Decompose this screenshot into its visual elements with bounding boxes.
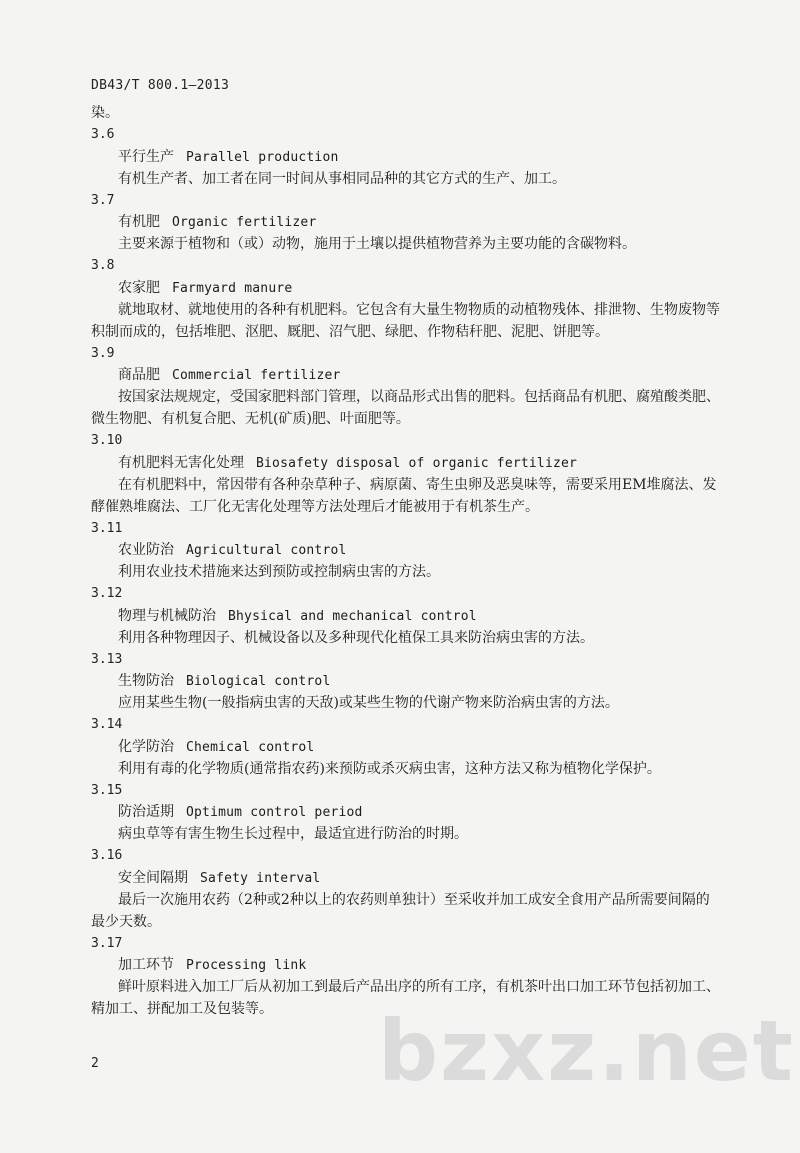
definition-line: 积制而成的，包括堆肥、沤肥、厩肥、沼气肥、绿肥、作物秸秆肥、泥肥、饼肥等。: [91, 323, 609, 340]
term-chinese: 安全间隔期: [118, 869, 188, 886]
page-number: 2: [91, 1056, 99, 1071]
term-entry: [91, 518, 741, 584]
term-heading: [91, 954, 741, 976]
term-entry: [91, 845, 741, 933]
term-entry: [91, 583, 741, 649]
definition-line: 酵催熟堆腐法、工厂化无害化处理等方法处理后才能被用于有机茶生产。: [91, 498, 539, 515]
clause-number: 3.11: [91, 520, 123, 536]
term-definition: [91, 233, 741, 255]
term-definition: [91, 758, 741, 780]
term-chinese: 有机肥料无害化处理: [118, 454, 244, 471]
term-heading: [91, 211, 741, 233]
term-entry: [91, 430, 741, 518]
term-chinese: 化学防治: [118, 738, 174, 755]
term-definition: [91, 823, 741, 845]
definition-line: 鲜叶原料进入加工厂后从初加工到最后产品出序的所有工序，有机茶叶出口加工环节包括初加工、: [118, 979, 720, 995]
definition-line: 有机生产者、加工者在同一时间从事相同品种的其它方式的生产、加工。: [118, 170, 566, 187]
term-heading: [91, 452, 741, 474]
clause-number: 3.17: [91, 935, 123, 951]
term-definition: [91, 627, 741, 649]
clause-number: 3.9: [91, 345, 115, 361]
term-heading: [91, 605, 741, 627]
term-chinese: 农业防治: [118, 542, 174, 558]
term-chinese: 商品肥: [118, 367, 160, 383]
term-chinese: 加工环节: [118, 957, 174, 973]
term-english: Organic fertilizer: [172, 215, 317, 230]
clause-number: 3.12: [91, 586, 123, 601]
continued-text: 染。: [91, 105, 119, 121]
clause-number: 3.10: [91, 433, 123, 448]
definition-line: 利用农业技术措施来达到预防或控制病虫害的方法。: [118, 564, 440, 580]
term-chinese: 农家肥: [118, 279, 160, 296]
definition-line: 利用各种物理因子、机械设备以及多种现代化植保工具来防治病虫害的方法。: [118, 629, 594, 646]
term-definition: [91, 889, 741, 933]
clause-number: 3.13: [91, 651, 123, 667]
term-entry: [91, 649, 741, 715]
definition-line: 微生物肥、有机复合肥、无机(矿质)肥、叶面肥等。: [91, 411, 410, 427]
definition-line: 最后一次施用农药（2种或2种以上的农药则单独计）至采收并加工成安全食用产品所需要间隔的: [118, 891, 710, 908]
term-heading: [91, 801, 741, 823]
term-definition: [91, 299, 741, 343]
term-heading: [91, 146, 741, 168]
term-definition-list: [91, 124, 741, 1020]
definition-line: 精加工、拼配加工及包装等。: [91, 1001, 273, 1017]
term-chinese: 物理与机械防治: [118, 607, 216, 624]
term-heading: [91, 670, 741, 692]
term-definition: [91, 692, 741, 714]
term-heading: [91, 364, 741, 386]
definition-line: 最少天数。: [91, 913, 161, 930]
term-heading: [91, 867, 741, 889]
term-english: Processing link: [186, 958, 307, 973]
term-chinese: 防治适期: [118, 804, 174, 820]
definition-line: 利用有毒的化学物质(通常指农药)来预防或杀灭病虫害，这种方法又称为植物化学保护。: [118, 760, 661, 777]
term-english: Parallel production: [186, 149, 339, 165]
watermark-logo: bzxz.net: [378, 1002, 795, 1100]
definition-line: 病虫草等有害生物生长过程中，最适宜进行防治的时期。: [118, 826, 468, 842]
definition-line: 在有机肥料中，常因带有各种杂草种子、病原菌、寄生虫卵及恶臭味等，需要采用EM堆腐法、发: [118, 476, 717, 493]
term-definition: [91, 168, 741, 190]
term-chinese: 有机肥: [118, 214, 160, 230]
term-heading: [91, 736, 741, 758]
term-chinese: 平行生产: [118, 148, 174, 165]
term-heading: [91, 277, 741, 299]
term-definition: [91, 474, 741, 518]
term-entry: [91, 190, 741, 256]
term-english: Biological control: [186, 674, 331, 689]
definition-line: 主要来源于植物和（或）动物，施用于土壤以提供植物营养为主要功能的含碳物料。: [118, 236, 636, 252]
definition-line: 按国家法规规定，受国家肥料部门管理，以商品形式出售的肥料。包括商品有机肥、腐殖酸类肥、: [118, 389, 720, 405]
clause-number: 3.8: [91, 258, 115, 273]
term-definition: [91, 561, 741, 583]
term-english: Commercial fertilizer: [172, 368, 341, 383]
clause-number: 3.15: [91, 782, 123, 798]
clause-number: 3.7: [91, 192, 115, 208]
term-entry: [91, 255, 741, 343]
definition-line: 应用某些生物(一般指病虫害的天敌)或某些生物的代谢产物来防治病虫害的方法。: [118, 695, 619, 711]
term-entry: [91, 714, 741, 780]
term-english: Bhysical and mechanical control: [228, 608, 477, 624]
clause-number: 3.6: [91, 127, 115, 142]
term-english: Optimum control period: [186, 805, 363, 820]
clause-number: 3.16: [91, 848, 123, 863]
definition-line: 就地取材、就地使用的各种有机肥料。它包含有大量生物物质的动植物残体、排泄物、生物废物等: [118, 301, 720, 318]
term-english: Farmyard manure: [172, 280, 293, 296]
term-entry: [91, 780, 741, 846]
term-entry: [91, 343, 741, 431]
term-english: Safety interval: [200, 870, 321, 886]
standard-code-header: DB43/T 800.1—2013: [91, 78, 230, 93]
term-english: Chemical control: [186, 739, 315, 755]
term-chinese: 生物防治: [118, 673, 174, 689]
clause-number: 3.14: [91, 717, 123, 732]
term-english: Biosafety disposal of organic fertilizer: [256, 455, 578, 471]
term-entry: [91, 124, 741, 190]
term-heading: [91, 539, 741, 561]
term-english: Agricultural control: [186, 543, 347, 558]
term-definition: [91, 386, 741, 430]
